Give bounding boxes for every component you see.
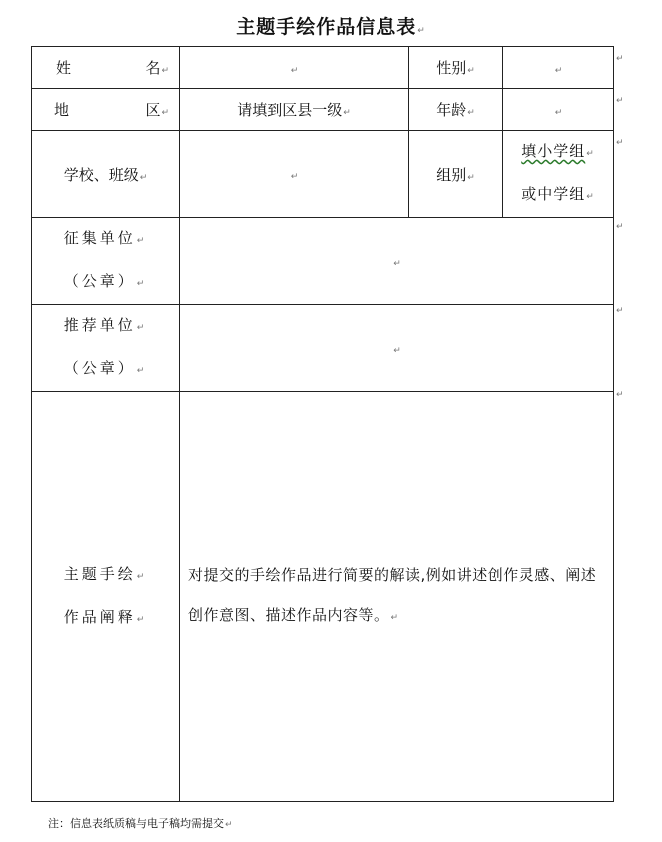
- school-label-cell: 学校、班级↵: [32, 131, 180, 218]
- age-label-cell: 年龄↵: [409, 89, 503, 131]
- age-value-cell[interactable]: ↵: [503, 89, 614, 131]
- table-row: [32, 47, 614, 89]
- collect-unit-value-cell[interactable]: ↵: [180, 218, 614, 305]
- region-hint: 请填到区县一级: [237, 101, 343, 119]
- collect-unit-label-cell: 征集单位↵ （公章）↵: [32, 218, 180, 305]
- page-title: 主题手绘作品信息表↵: [236, 16, 426, 38]
- row-end-mark-icon: ↵: [616, 138, 624, 148]
- name-label-cell: 姓 名↵: [32, 47, 180, 89]
- region-value-cell[interactable]: 请填到区县一级↵: [180, 89, 409, 131]
- group-hint-line2: 或中学组: [521, 185, 586, 203]
- row-end-mark-icon: ↵: [616, 222, 624, 232]
- table-row: [32, 131, 614, 218]
- footer-note: 注：信息表纸质稿与电子稿均需提交↵: [48, 817, 233, 830]
- gender-label-cell: 性别↵: [409, 47, 503, 89]
- group-hint-line1: 填小学组: [521, 142, 586, 160]
- group-label-cell: 组别↵: [409, 131, 503, 218]
- group-value-cell[interactable]: 填小学组↵ 或中学组↵: [503, 131, 614, 218]
- name-value-cell[interactable]: ↵: [180, 47, 409, 89]
- paragraph-mark-icon: ↵: [417, 26, 426, 36]
- table-row: [32, 89, 614, 131]
- info-form-table: [31, 46, 614, 802]
- row-end-mark-icon: ↵: [616, 96, 624, 106]
- recommend-unit-label-cell: 推荐单位↵ （公章）↵: [32, 305, 180, 392]
- theme-label-cell: 主题手绘↵ 作品阐释↵: [32, 392, 180, 802]
- row-end-mark-icon: ↵: [616, 390, 624, 400]
- table-row: [32, 218, 614, 305]
- school-value-cell[interactable]: ↵: [180, 131, 409, 218]
- region-label-cell: 地 区↵: [32, 89, 180, 131]
- row-end-mark-icon: ↵: [616, 306, 624, 316]
- table-row: [32, 392, 614, 802]
- theme-description: 对提交的手绘作品进行简要的解读,例如讲述创作灵感、阐述创作意图、描述作品内容等。: [188, 566, 597, 624]
- table-row: [32, 305, 614, 392]
- row-end-mark-icon: ↵: [616, 54, 624, 64]
- recommend-unit-value-cell[interactable]: ↵: [180, 305, 614, 392]
- gender-value-cell[interactable]: ↵: [503, 47, 614, 89]
- theme-description-cell[interactable]: 对提交的手绘作品进行简要的解读,例如讲述创作灵感、阐述创作意图、描述作品内容等。↵: [180, 392, 614, 802]
